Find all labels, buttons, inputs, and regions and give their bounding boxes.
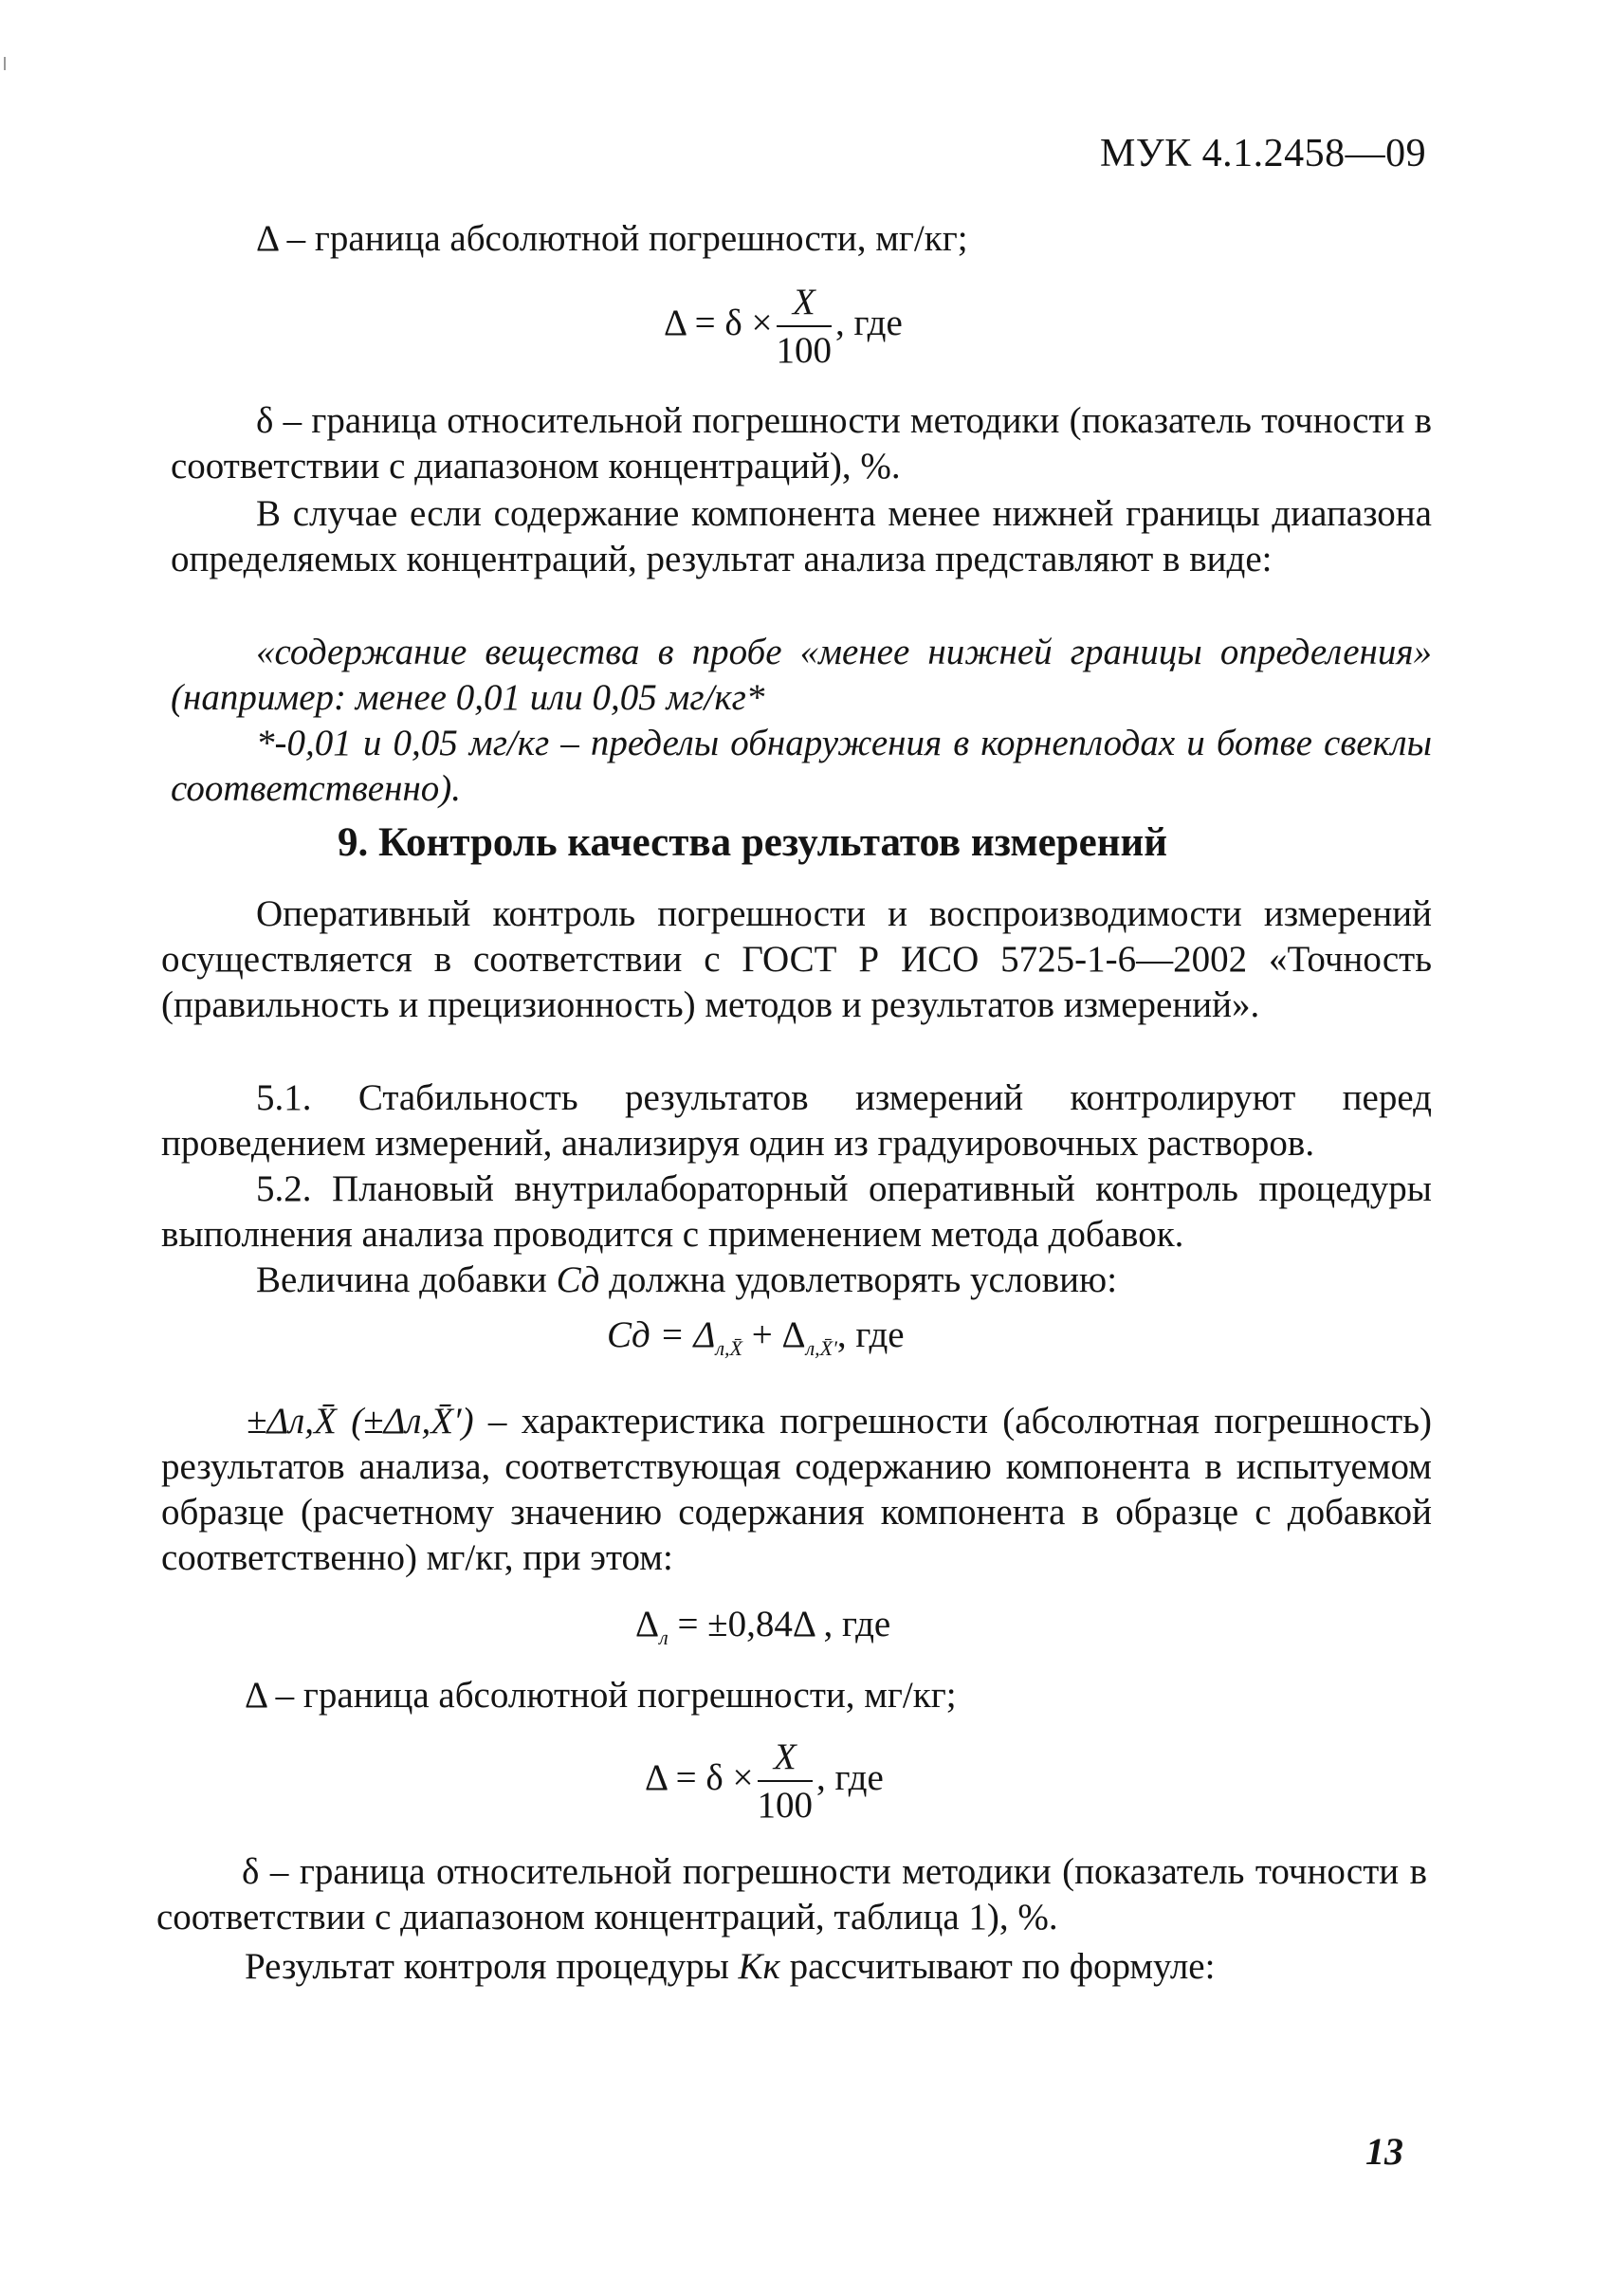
result-paragraph: Результат контроля процедуры Kк рассчитывают по формуле: xyxy=(245,1946,1216,1987)
rel-error-definition-2: δ – граница относительной погрешности методики (показатель точности в соответствии с диапазоном концентраций, таблица 1), %. xyxy=(156,1851,1427,1938)
rel-error-definition: δ – граница относительной погрешности методики (показатель точности в соответствии с диапазоном концентраций), %. xyxy=(171,400,1432,487)
abs-error-definition: Δ – граница абсолютной погрешности, мг/кг; xyxy=(256,218,968,259)
additive-formula: Cд = $\Delta_{л,X̄} + \Delta_{л,X̄'}$, где xyxy=(607,1314,905,1360)
abs-error-formula: Δ = δ × $\frac{X}{100}$ , где xyxy=(664,282,903,371)
section-heading: 9. Контроль качества результатов измерений xyxy=(338,820,1168,865)
stability-paragraph: 5.1. Стабильность результатов измерений контролируют перед проведением измерений, анализируя один из градуировочных растворов. xyxy=(161,1077,1432,1164)
italic-quote: «содержание вещества в пробе «менее нижней границы определения» (например: менее 0,01 или 0,05 мг/кг* xyxy=(171,632,1432,718)
planned-control-paragraph: 5.2. Плановый внутрилабораторный оперативный контроль процедуры выполнения анализа проводится с применением метода добавок. xyxy=(161,1168,1432,1255)
error-characteristic-paragraph: ±Δл,X̄ (±Δл,X̄′) – характеристика погрешности (абсолютная погрешность) результатов анализа, соответствующая содержанию компонента в испытуемом образце (расчетному значению содержания компонента в образце с добавкой соответственно) мг/кг, при этом: xyxy=(161,1401,1432,1578)
additive-paragraph: Величина добавки Cд должна удовлетворять условию: xyxy=(256,1259,1118,1300)
case-paragraph: В случае если содержание компонента менее нижней границы диапазона определяемых концентраций, результат анализа представляют в виде: xyxy=(171,493,1432,579)
scan-mark xyxy=(4,57,6,70)
delta-l-formula: $\Delta_л = \pm 0,84\Delta$ , где xyxy=(635,1604,891,1649)
abs-error-definition-2: Δ – граница абсолютной погрешности, мг/кг; xyxy=(245,1675,957,1716)
footnote: *-0,01 и 0,05 мг/кг – пределы обнаружения в корнеплодах и ботве свеклы соответственно). xyxy=(171,723,1432,809)
page-number: 13 xyxy=(1365,2130,1403,2173)
quality-control-paragraph: Оперативный контроль погрешности и воспроизводимости измерений осуществляется в соответствии с ГОСТ Р ИСО 5725-1-6—2002 «Точность (правильность и прецизионность) методов и результатов измерений». xyxy=(161,893,1432,1025)
abs-error-formula-2: Δ = δ × $\frac{X}{100}$ , где xyxy=(645,1736,884,1826)
document-code: МУК 4.1.2458—09 xyxy=(1100,132,1427,175)
